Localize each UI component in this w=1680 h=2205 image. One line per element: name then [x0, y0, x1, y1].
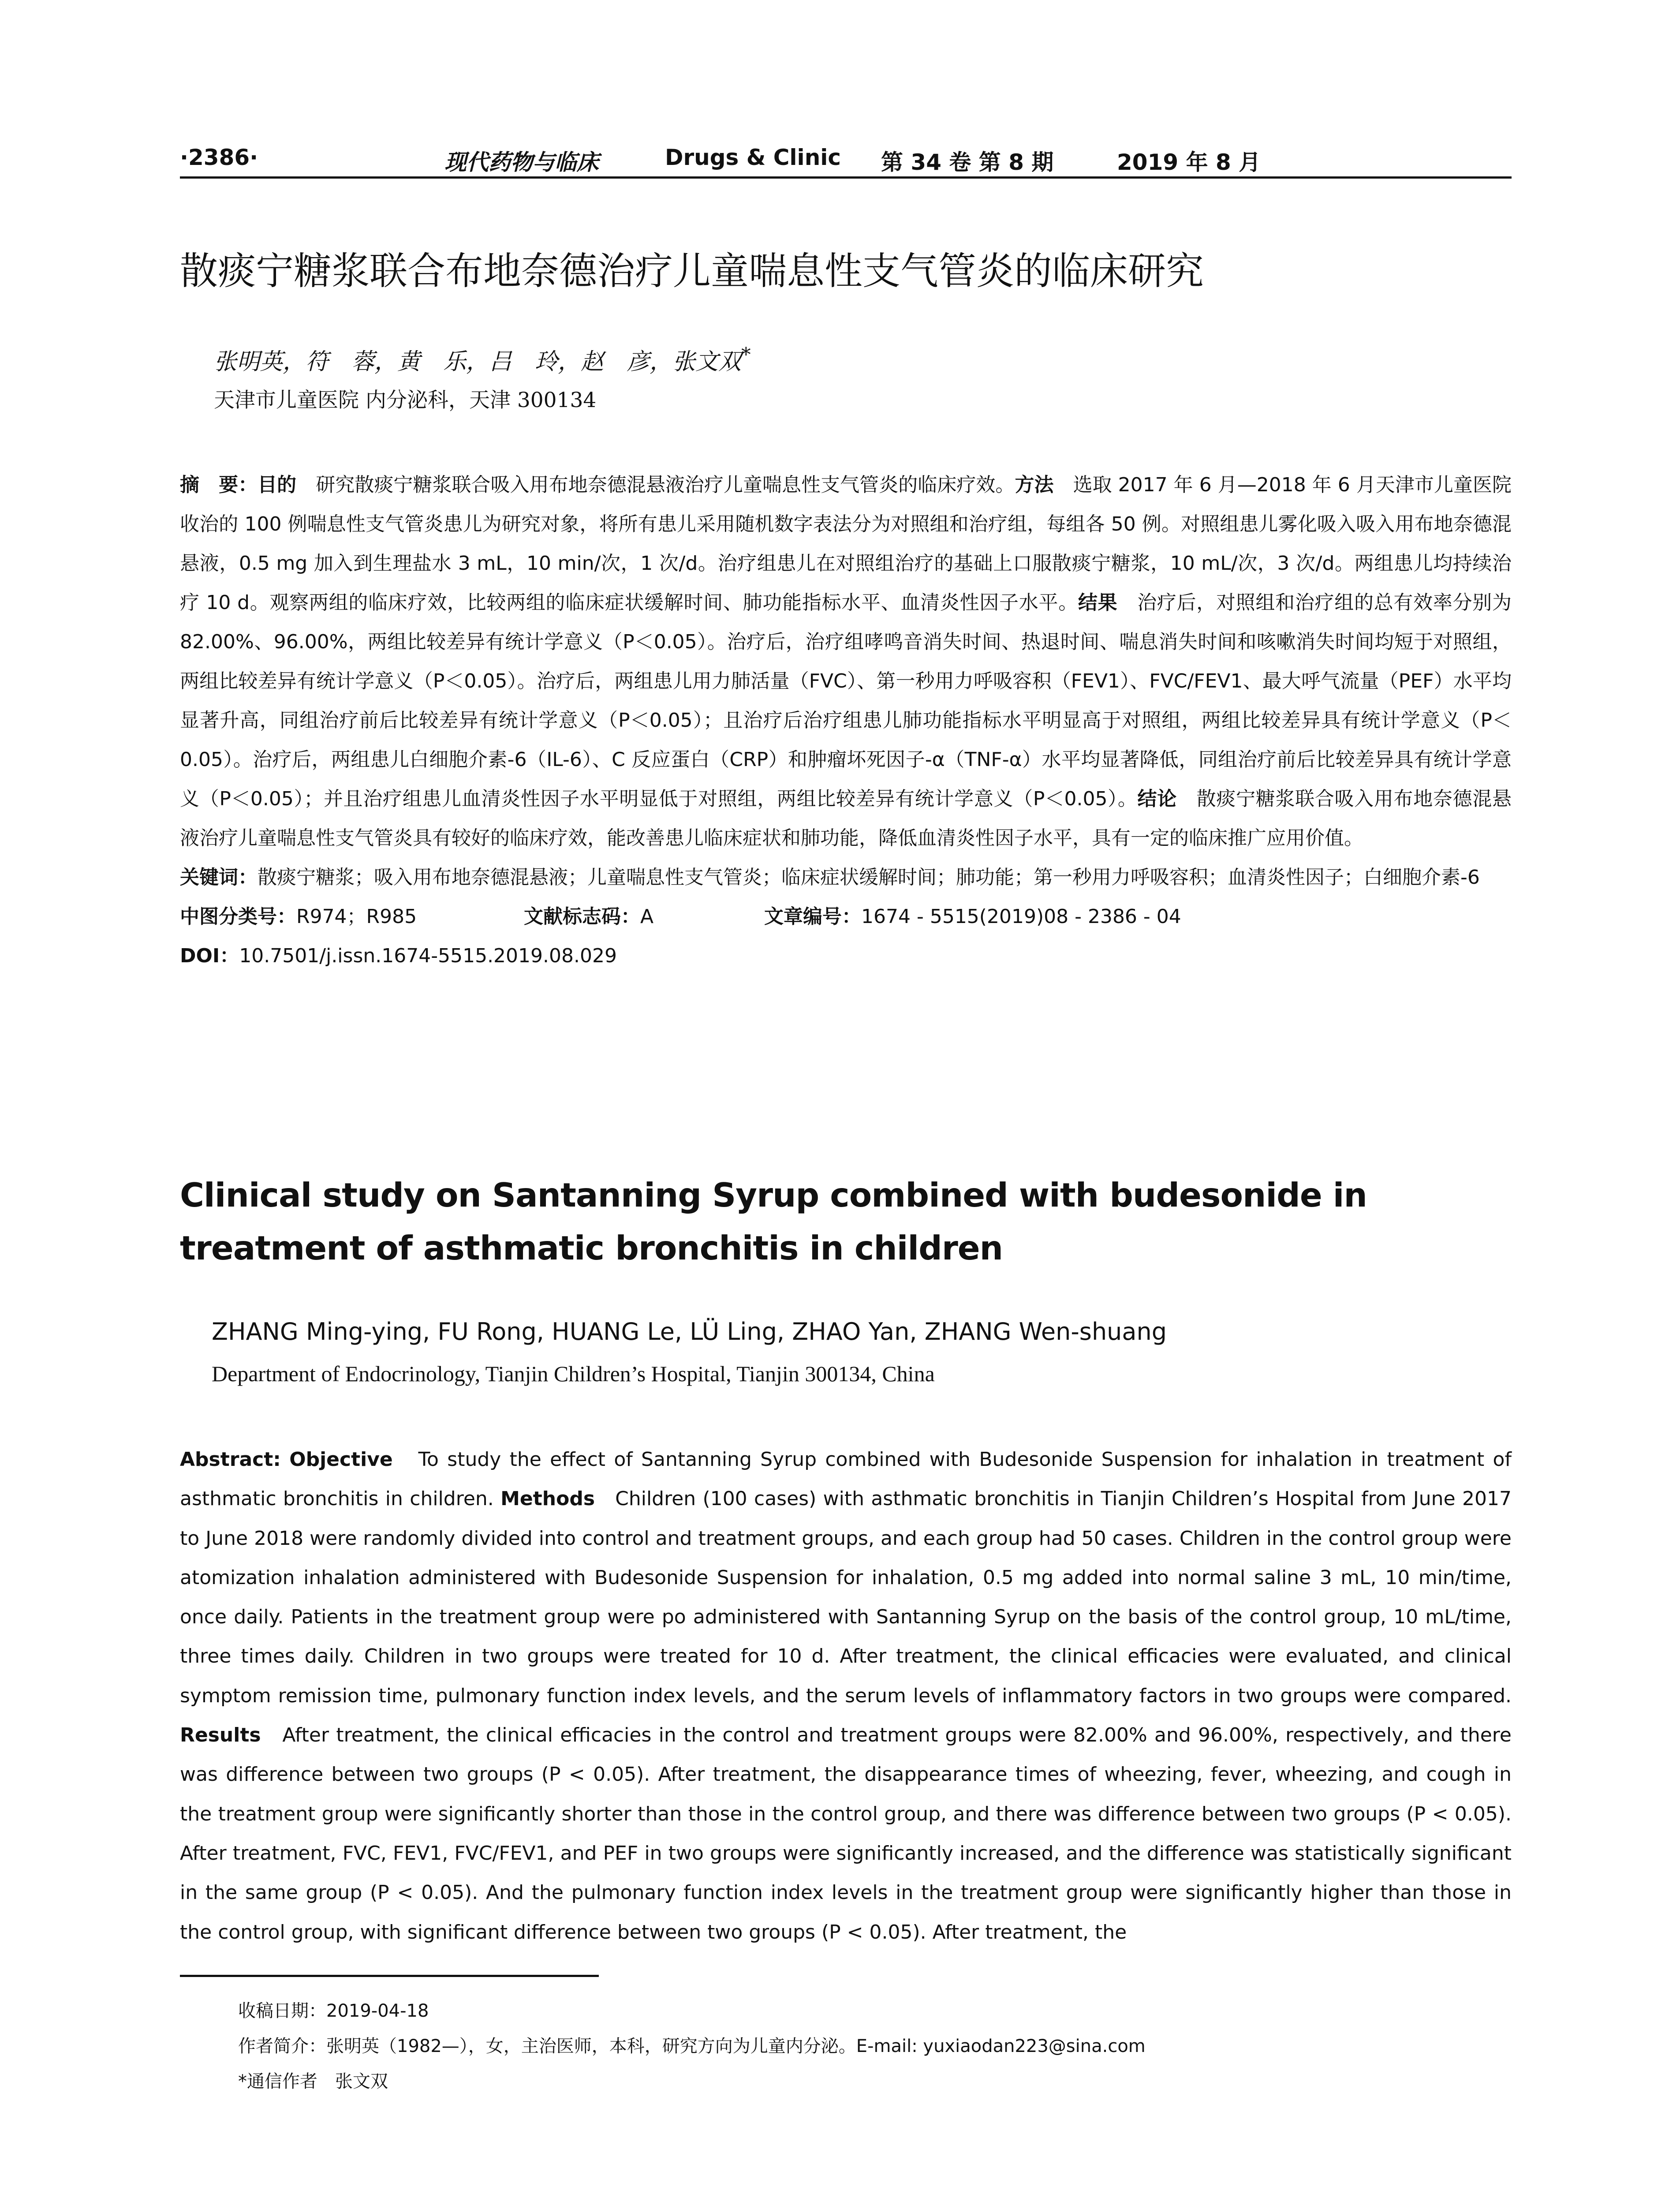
received-date: 收稿日期：2019-04-18 [238, 2001, 429, 2021]
objective-text-cn: 研究散痰宁糖浆联合吸入用布地奈德混悬液治疗儿童喘息性支气管炎的临床疗效。 [316, 474, 1015, 496]
doc-code-label: 文献标志码： [524, 905, 640, 928]
article-title-cn: 散痰宁糖浆联合布地奈德治疗儿童喘息性支气管炎的临床研究 [180, 249, 1204, 293]
objective-label-cn: 目的 [258, 474, 297, 496]
objective-text-en: To study the effect of Santanning Syrup combined with Budesonide Suspension for inhalation in treatment of asthmatic bronchitis in children. [180, 1448, 1512, 1510]
running-header [180, 141, 1512, 179]
methods-label-en: Methods [500, 1487, 595, 1510]
page-number: ·2386· [180, 145, 258, 170]
objective-label-en: Objective [289, 1448, 393, 1471]
doi-line [180, 936, 1512, 975]
results-label-cn: 结果 [1078, 591, 1118, 614]
doc-code-value: A [640, 905, 654, 928]
footnotes [238, 1993, 1517, 2099]
clc-label: 中图分类号： [180, 905, 296, 928]
affiliation-cn: 天津市儿童医院 内分泌科，天津 300134 [214, 388, 597, 412]
results-text-cn: 治疗后，对照组和治疗组的总有效率分别为 82.00%、96.00%，两组比较差异有统计学意义（P＜0.05）。治疗后，治疗组哮鸣音消失时间、热退时间、喘息消失时间和咳嗽消失时间均短于对照组，两组比较差异有统计学意义（P＜0.05）。治疗后，两组患儿用力肺活量（FVC）、第一秒用力呼吸容积（FEV1）、FVC/FEV1、最大呼气流量（PEF）水平均显著升高，同组治疗前后比较差异有统计学意义（P＜0.05）；且治疗后治疗组患儿肺功能指标水平明显高于对照组，两组比较差异具有统计学意义（P＜0.05）。治疗后，两组患儿白细胞介素-6（IL-6）、C 反应蛋白（CRP）和肿瘤坏死因子-α（TNF-α）水平均显著降低，同组治疗前后比较差异具有统计学意义（P＜0.05）；并且治疗组患儿血清炎性因子水平明显低于对照组，两组比较差异有统计学意义（P＜0.05）。 [180, 591, 1512, 810]
footnote-divider [180, 1975, 599, 1977]
results-text-en: After treatment, the clinical efficacies in the control and treatment groups were 82.00% and 96.00%, respectively, and there was difference between two groups (P < 0.05). After treatment, the disappearance times of wheezing, fever, wheezing, and cough in the treatment group were significantly shorter than those in the control group, and there was difference between two groups (P < 0.05). After treatment, FVC, FEV1, FVC/FEV1, and PEF in two groups were significantly increased, and the difference was statistically significant in the same group (P < 0.05). And the pulmonary function index levels in the treatment group were significantly higher than those in the control group, with significant difference between two groups (P < 0.05). After treatment, the [180, 1724, 1512, 1943]
affiliation-en: Department of Endocrinology, Tianjin Children’s Hospital, Tianjin 300134, China [212, 1361, 935, 1386]
article-no-label: 文章编号： [764, 905, 861, 928]
keywords-label-cn: 关键词： [180, 866, 258, 889]
journal-name-cn: 现代药物与临床 [444, 149, 599, 175]
abstract-cn-label: 摘 要： [180, 474, 258, 496]
author-bio: 作者简介：张明英（1982—），女，主治医师，本科，研究方向为儿童内分泌。E-mail: yuxiaodan223@sina.com [238, 2036, 1146, 2056]
doi-label: DOI： [180, 945, 239, 967]
authors-cn-names: 张明英，符 蓉，黄 乐，吕 玲，赵 彦，张文双 [214, 348, 742, 375]
classification-line [180, 897, 1512, 936]
journal-name-en: Drugs & Clinic [665, 145, 841, 170]
abstract-cn-body [180, 465, 1512, 858]
conclusion-label-cn: 结论 [1137, 788, 1177, 810]
volume-issue: 第 34 卷 第 8 期 [881, 149, 1054, 175]
clc-value: R974；R985 [296, 905, 417, 928]
corresponding-author: *通信作者 张文双 [238, 2071, 388, 2092]
abstract-en [180, 1440, 1512, 1952]
methods-label-cn: 方法 [1015, 474, 1054, 496]
issue-date: 2019 年 8 月 [1117, 149, 1261, 175]
authors-cn [214, 337, 751, 379]
abstract-en-label: Abstract: [180, 1448, 281, 1471]
corresponding-mark: * [741, 344, 751, 366]
methods-text-en: Children (100 cases) with asthmatic bronchitis in Tianjin Children’s Hospital from June 2017 to June 2018 were randomly divided into control and treatment groups, and each group had 50 cases. Children in the control group were atomization inhalation administered with Budesonide Suspension for inhalation, 0.5 mg added into normal saline 3 mL, 10 min/time, once daily. Patients in the treatment group were po administered with Santanning Syrup on the basis of the control group, 10 mL/time, three times daily. Children in two groups were treated for 10 d. After treatment, the clinical efficacies were evaluated, and clinical symptom remission time, pulmonary function index levels, and the serum levels of inflammatory factors in two groups were compared. [180, 1487, 1512, 1707]
authors-en: ZHANG Ming-ying, FU Rong, HUANG Le, LÜ Ling, ZHAO Yan, ZHANG Wen-shuang [212, 1318, 1167, 1345]
conclusion-text-cn: 散痰宁糖浆联合吸入用布地奈德混悬液治疗儿童喘息性支气管炎具有较好的临床疗效，能改善患儿临床症状和肺功能，降低血清炎性因子水平，具有一定的临床推广应用价值。 [180, 788, 1512, 849]
keywords-text-cn: 散痰宁糖浆；吸入用布地奈德混悬液；儿童喘息性支气管炎；临床症状缓解时间；肺功能；第一秒用力呼吸容积；血清炎性因子；白细胞介素-6 [258, 866, 1480, 889]
keywords-cn [180, 858, 1512, 897]
results-label-en: Results [180, 1724, 261, 1747]
methods-text-cn: 选取 2017 年 6 月—2018 年 6 月天津市儿童医院收治的 100 例喘息性支气管炎患儿为研究对象，将所有患儿采用随机数字表法分为对照组和治疗组，每组各 50 例。对照组患儿雾化吸入吸入用布地奈德混悬液，0.5 mg 加入到生理盐水 3 mL，10 min/次，1 次/d。治疗组患儿在对照组治疗的基础上口服散痰宁糖浆，10 mL/次，3 次/d。两组患儿均持续治疗 10 d。观察两组的临床疗效，比较两组的临床症状缓解时间、肺功能指标水平、血清炎性因子水平。 [180, 474, 1512, 614]
doi-value: 10.7501/j.issn.1674-5515.2019.08.029 [239, 945, 617, 967]
abstract-cn [180, 465, 1512, 975]
article-no-value: 1674 - 5515(2019)08 - 2386 - 04 [861, 905, 1181, 928]
article-title-en: Clinical study on Santanning Syrup combined with budesonide in treatment of asthmatic bronchitis in children [180, 1176, 1367, 1267]
